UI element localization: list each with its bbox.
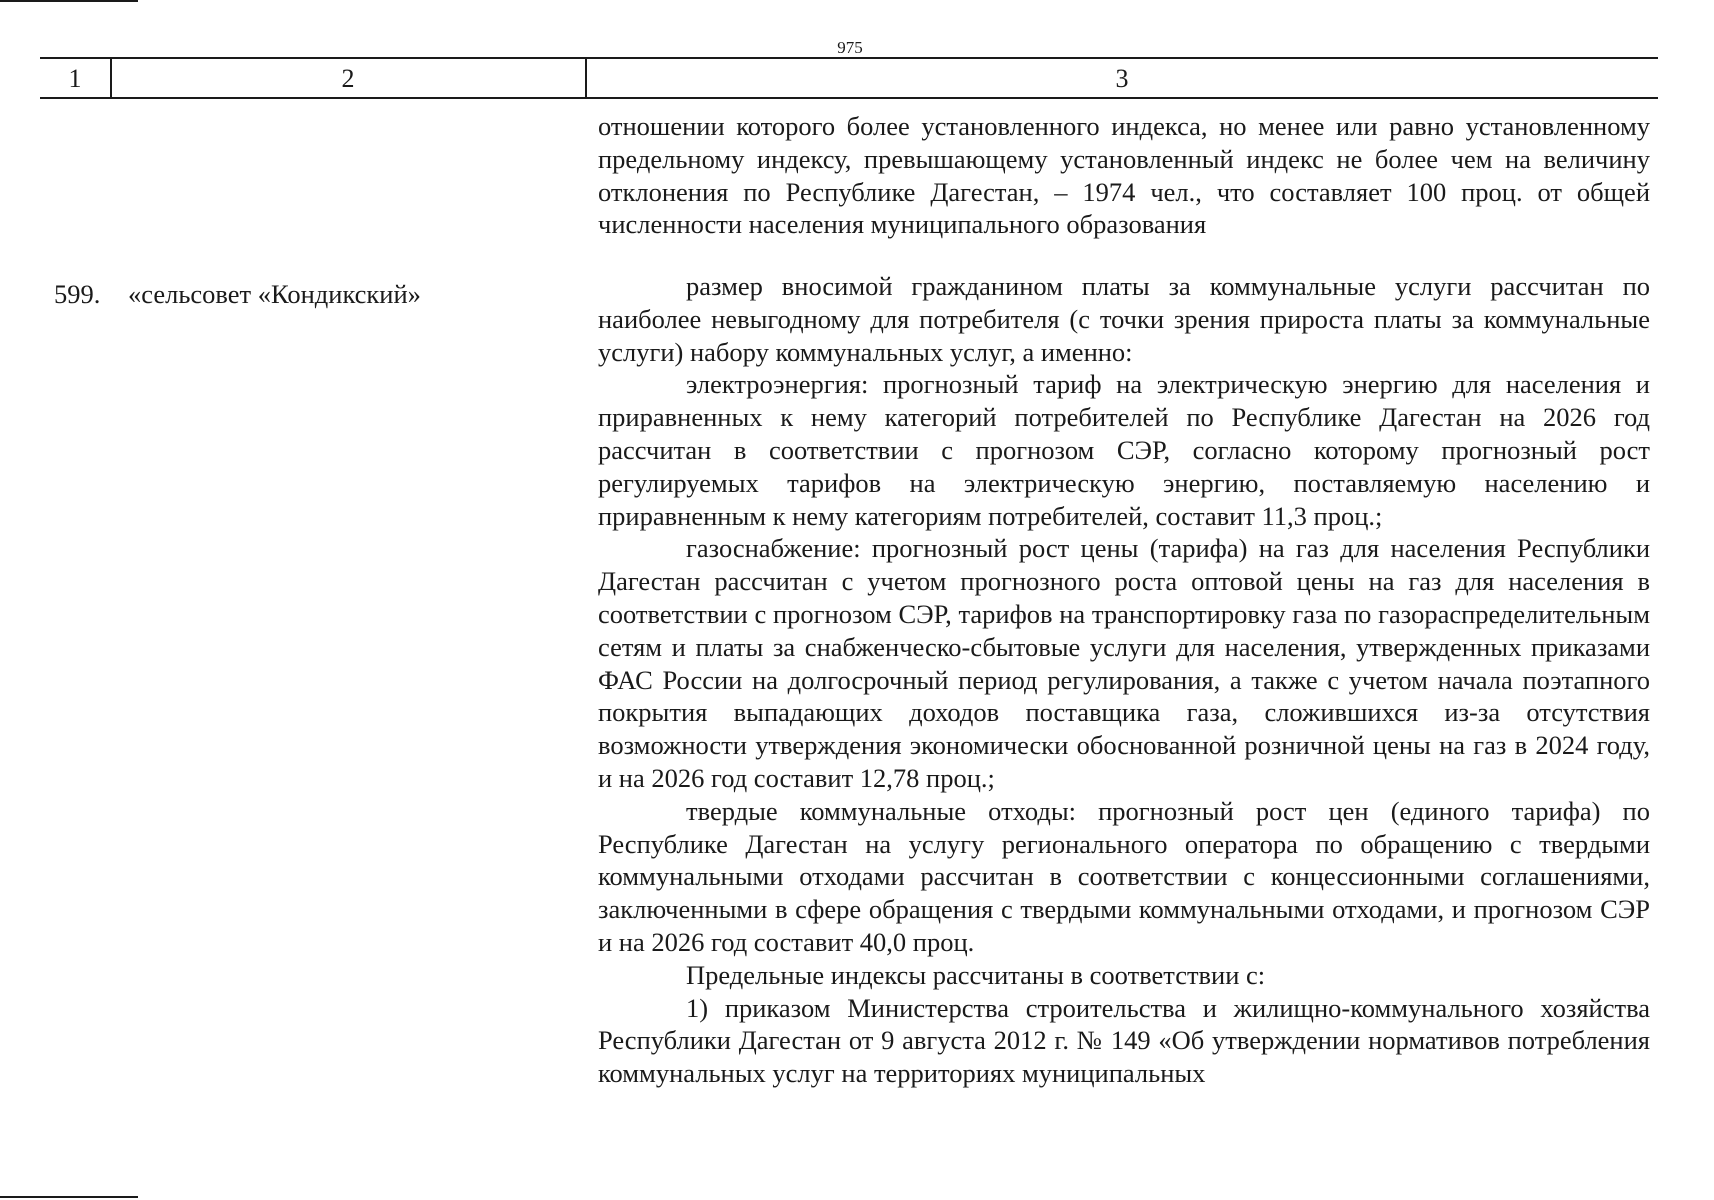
header-bottom-rule xyxy=(40,97,1658,99)
paragraph-solid-waste: твердые коммунальные отходы: прогнозный рост цен (единого тарифа) по Республике Дагестан на услугу регионального оператора по обращению с твердыми коммунальными отходами рассчитан в соответствии с концессионными соглашениями, заключенными в сфере обращения с твердыми коммунальными отходами, и прогнозом СЭР и на 2026 год составит 40,0 проц. xyxy=(598,795,1650,957)
header-top-rule xyxy=(40,57,1658,59)
column-1-header: 1 xyxy=(68,64,82,93)
municipality-name: «сельсовет «Кондикский» xyxy=(128,279,421,309)
top-left-scan-mark xyxy=(0,0,138,2)
paragraph-indices-basis: Предельные индексы рассчитаны в соответствии с: xyxy=(686,959,1266,990)
row-description xyxy=(598,270,1650,1090)
continuation-paragraph: отношении которого более установленного индекса, но менее или равно установленному предельному индексу, превышающему установленный индекс не более чем на величину отклонения по Республике Дагестан, – 1974 чел., что составляет 100 проц. от общей численности населения муниципального образования xyxy=(598,111,1650,240)
page-number: 975 xyxy=(837,38,863,57)
continuation-paragraph-block xyxy=(598,110,1650,241)
paragraph-electricity: электроэнергия: прогнозный тариф на электрическую энергию для населения и приравненных к нему категорий потребителей по Республике Дагестан на 2026 год рассчитан в соответствии с прогнозом СЭР, согласно которому прогнозный рост регулируемых тарифов на электрическую энергию, поставляемую населению и приравненным к нему категориям потребителей, составит 11,3 проц.; xyxy=(598,369,1650,531)
paragraph-order-reference: 1) приказом Министерства строительства и жилищно-коммунального хозяйства Республики Дагестан от 9 августа 2012 г. № 149 «Об утверждении нормативов потребления коммунальных услуг на территориях муниципальных xyxy=(598,992,1650,1089)
row-number: 599. xyxy=(54,279,101,309)
paragraph-utility-payment: размер вносимой гражданином платы за коммунальные услуги рассчитан по наиболее невыгодному для потребителя (с точки зрения прироста платы за коммунальные услуги) набору коммунальных услуг, а именно: xyxy=(598,271,1650,367)
column-2-header: 2 xyxy=(341,64,355,93)
bottom-left-scan-mark xyxy=(0,1196,138,1198)
column-3-header: 3 xyxy=(1115,64,1129,93)
paragraph-gas-supply: газоснабжение: прогнозный рост цены (тарифа) на газ для населения Республики Дагестан рассчитан с учетом прогнозного роста оптовой цены на газ для населения в соответствии с прогнозом СЭР, тарифов на транспортировку газа по газораспределительным сетям и платы за снабженческо-сбытовые услуги для населения, утвержденных приказами ФАС России на долгосрочный период регулирования, а также с учетом начала поэтапного покрытия выпадающих доходов поставщика газа, сложившихся из-за отсутствия возможности утверждения экономически обоснованной розничной цены на газ в 2024 году, и на 2026 год составит 12,78 проц.; xyxy=(598,533,1650,793)
